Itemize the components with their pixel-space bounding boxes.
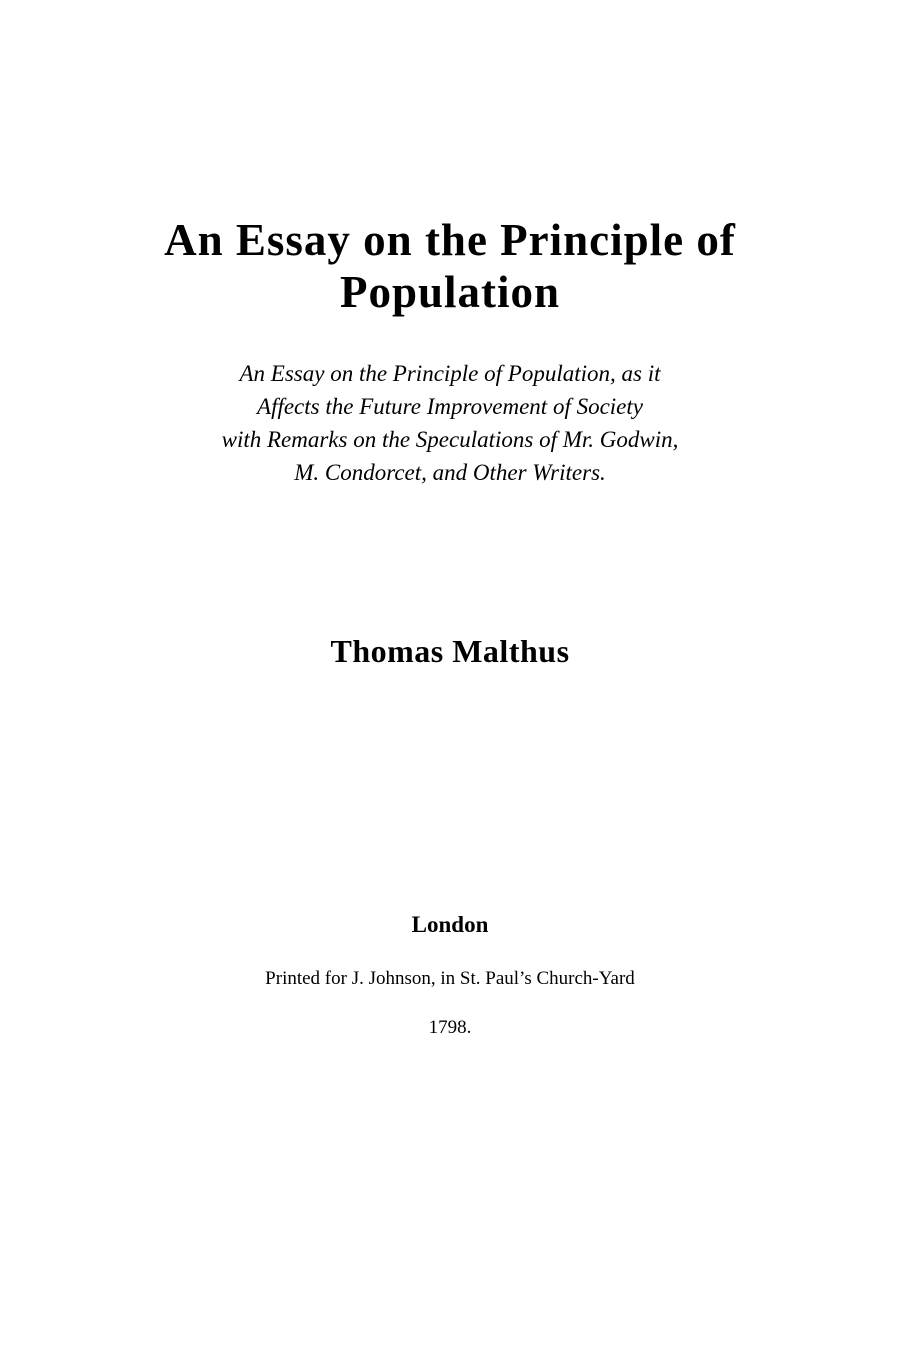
subtitle-line: Affects the Future Improvement of Society — [257, 394, 643, 419]
book-title: An Essay on the Principle of Population — [164, 215, 736, 317]
subtitle-line: An Essay on the Principle of Population, as it — [239, 361, 661, 386]
subtitle-line: with Remarks on the Speculations of Mr. Godwin, — [221, 427, 679, 452]
author-name: Thomas Malthus — [330, 633, 570, 669]
imprint-year: 1798. — [428, 1017, 472, 1038]
imprint-printer: Printed for J. Johnson, in St. Paul’s Church-Yard — [265, 968, 635, 989]
subtitle-line: M. Condorcet, and Other Writers. — [294, 460, 606, 485]
book-subtitle — [120, 357, 780, 489]
imprint-city: London — [411, 912, 489, 937]
